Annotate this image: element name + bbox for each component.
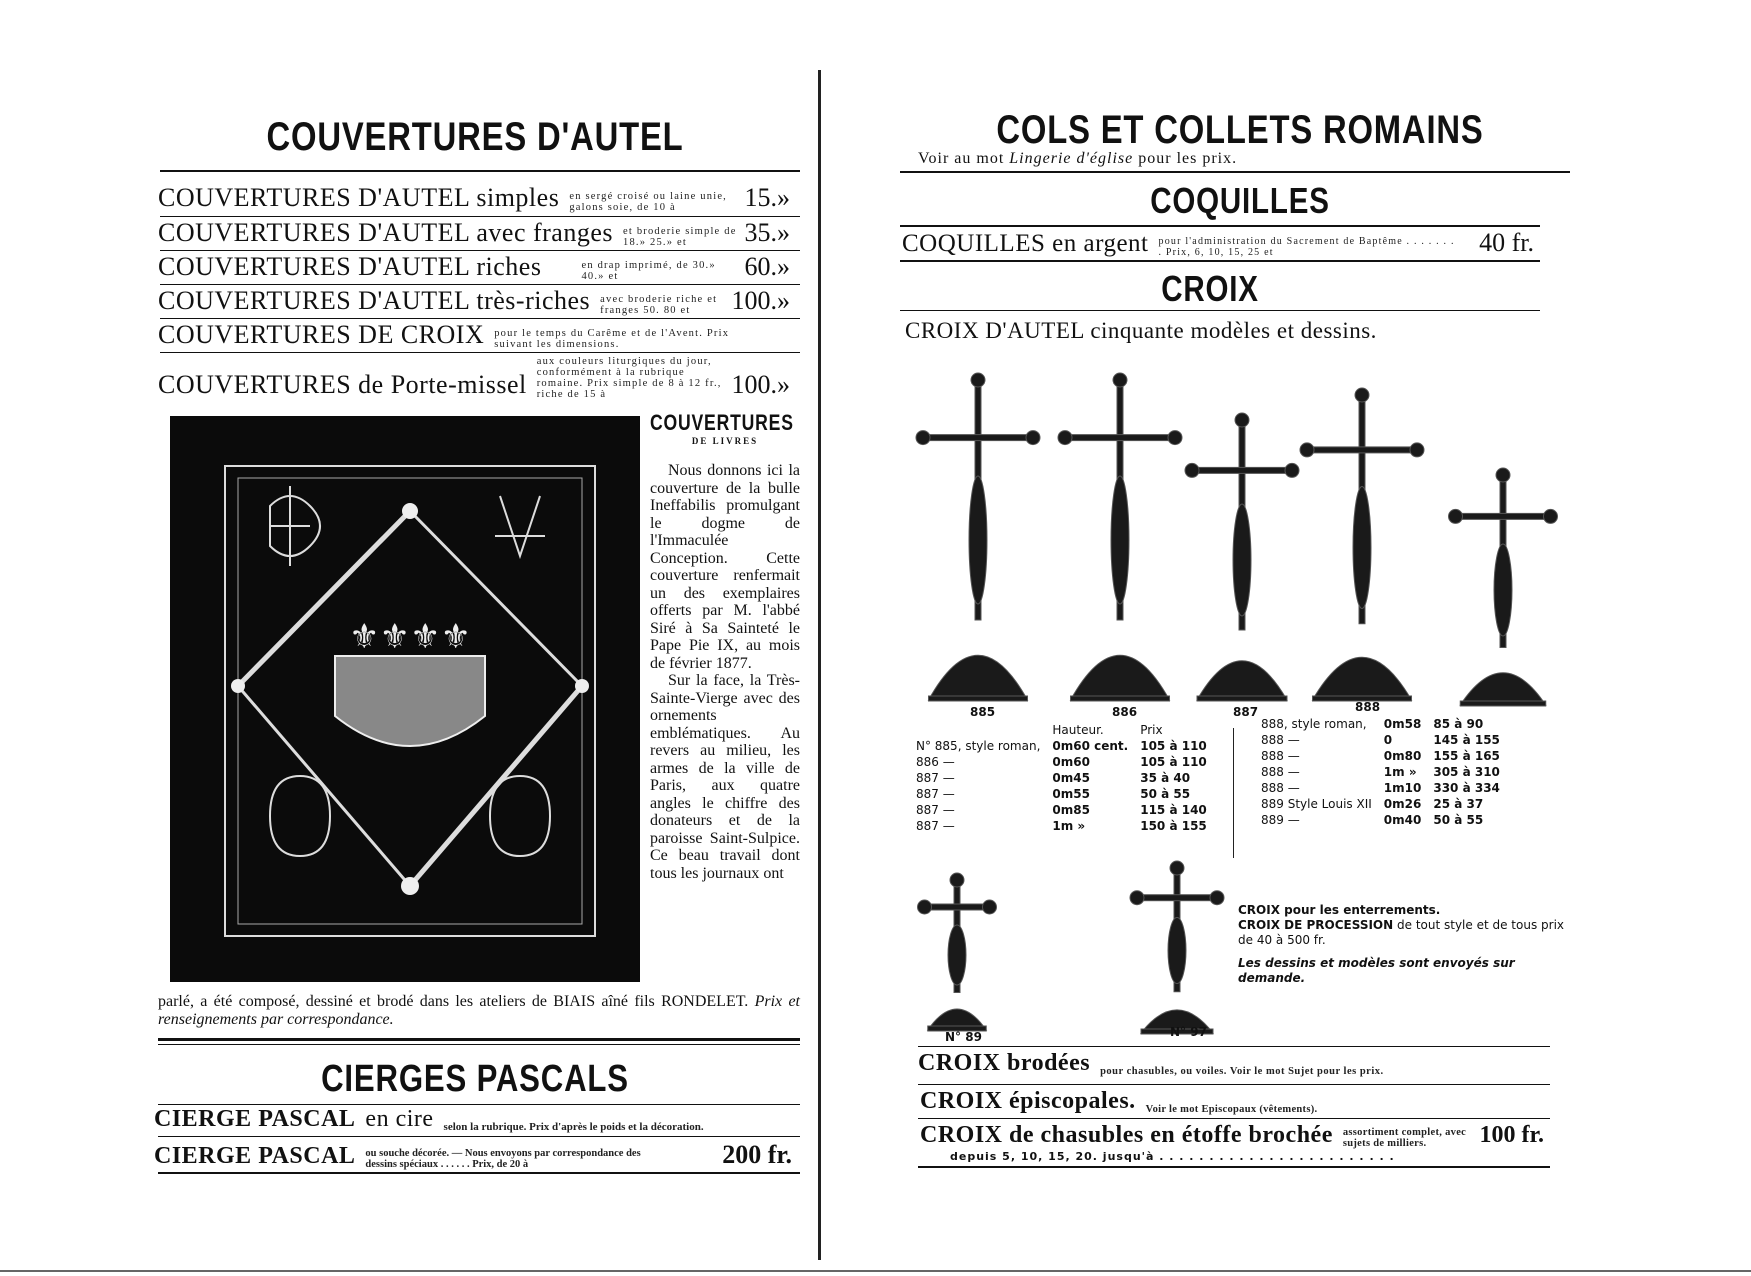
crucifix-887 xyxy=(1185,413,1299,701)
paragraph-italic: Prix et renseignements par correspondance. xyxy=(158,993,800,1028)
row-price: 100 fr. xyxy=(1479,1122,1544,1148)
table-row xyxy=(1255,732,1506,748)
processional-cross-89 xyxy=(918,873,997,1031)
fig-label-888: 888 xyxy=(1355,700,1381,714)
table-row xyxy=(910,770,1213,786)
table-cell: 0m60 cent. xyxy=(1052,739,1129,753)
row-simples xyxy=(158,183,798,213)
table-row xyxy=(1255,812,1506,828)
cierge-row-1 xyxy=(154,1106,800,1133)
note-line: CROIX DE PROCESSION xyxy=(1238,918,1394,932)
row-label: COQUILLES en argent xyxy=(902,230,1149,257)
left-page xyxy=(150,0,800,1276)
row-price: 60.» xyxy=(744,252,790,281)
row-label: COUVERTURES D'AUTEL très-riches xyxy=(158,286,591,315)
row-note: avec broderie riche et franges 50. 80 et xyxy=(600,294,718,316)
table-cell: 0m85 xyxy=(1052,803,1090,817)
chasubles-row xyxy=(920,1122,1552,1149)
book-cover-ornament xyxy=(170,416,640,982)
row-price: 100.» xyxy=(731,370,790,399)
rule xyxy=(158,1136,800,1137)
book-section-text xyxy=(650,462,800,882)
table-cell: 105 à 110 xyxy=(1140,739,1207,753)
table-cell: 888 — xyxy=(1261,733,1300,747)
note-line: CROIX pour les enterrements. xyxy=(1238,903,1441,917)
table-row xyxy=(910,754,1213,770)
fig-label-89: N° 89 xyxy=(945,1030,982,1044)
altar-crosses-illustration xyxy=(900,360,1580,700)
table-cell: 85 à 90 xyxy=(1433,717,1484,731)
rule xyxy=(160,352,800,353)
processional-cross-97 xyxy=(1130,861,1224,1034)
row-riches xyxy=(158,252,798,282)
table-cell: 145 à 155 xyxy=(1433,733,1500,747)
croix-notes xyxy=(1238,903,1573,986)
crucifix-886 xyxy=(1058,373,1182,701)
book-section-text-bottom xyxy=(158,993,800,1028)
row-price: 15.» xyxy=(744,183,790,212)
table-cell: 887 — xyxy=(916,819,955,833)
row-note: pour le temps du Carême et de l'Avent. Prix suivant les dimensions. xyxy=(494,328,730,350)
rule xyxy=(900,260,1540,262)
table-cell: 887 — xyxy=(916,803,955,817)
row-note: assortiment complet, avec sujets de milliers. xyxy=(1342,1127,1467,1149)
cierges-title: CIERGES PASCALS xyxy=(321,1058,629,1100)
cols-note-text: Voir au mot xyxy=(918,150,1005,167)
fig-label-885: 885 xyxy=(970,705,996,719)
chasubles-note2: depuis 5, 10, 15, 20. jusqu'à . . . . . . . . . . . . . . . . . . . . . . . . xyxy=(950,1150,1395,1163)
rule xyxy=(158,1172,800,1174)
row-note: aux couleurs liturgiques du jour, conformément à la rubrique romaine. Prix simple de 8 à 12 fr., riche de 15 à xyxy=(536,356,722,400)
row-price: 40 fr. xyxy=(1479,228,1534,257)
rule xyxy=(918,1118,1550,1119)
row-label: COUVERTURES DE CROIX xyxy=(158,320,485,349)
table-divider xyxy=(1233,728,1234,858)
croix-autel: CROIX D'AUTEL cinquante modèles et dessins. xyxy=(905,318,1377,343)
table-cell: 888 — xyxy=(1261,781,1300,795)
row-label: CROIX brodées xyxy=(918,1050,1091,1076)
cols-title: COLS ET COLLETS ROMAINS xyxy=(996,108,1484,152)
table-cell: 0m40 xyxy=(1383,813,1422,827)
table-cell: 50 à 55 xyxy=(1433,813,1484,827)
paragraph: parlé, a été composé, dessiné et brodé dans les ateliers de BIAIS aîné fils RONDELET. xyxy=(158,993,749,1010)
row-croix xyxy=(158,320,798,350)
table-row xyxy=(910,818,1213,834)
crucifix-888 xyxy=(1300,388,1424,701)
table-cell: 887 — xyxy=(916,771,955,785)
rule xyxy=(900,225,1540,227)
rule xyxy=(160,284,800,285)
paragraph: Nous donnons ici la couverture de la bulle Ineffabilis promulgant le dogme de l'Immaculée Conception. Cette couverture renfermait un des exemplaires offerts par M. l'abbé Siré à Sa Sainteté le Pape Pie IX, au mois de février 1877. xyxy=(650,462,800,672)
table-cell: 0m26 xyxy=(1383,797,1422,811)
table-cell: 330 à 334 xyxy=(1433,781,1500,795)
coquilles-row xyxy=(902,228,1542,258)
table-cell: 889 Style Louis XII xyxy=(1261,797,1372,811)
rule xyxy=(158,1038,800,1041)
cierge-row-2 xyxy=(154,1140,800,1170)
crucifix-885 xyxy=(916,373,1040,701)
table-cell: 888 — xyxy=(1261,749,1300,763)
row-note: ou souche décorée. — Nous envoyons par correspondance des dessins spéciaux . . . . . . Prix, de 20 à xyxy=(365,1148,641,1170)
book-section-subtitle: DE LIVRES xyxy=(691,436,759,446)
row-label: CIERGE PASCAL xyxy=(154,1106,356,1132)
note-line: Les dessins et modèles sont envoyés sur demande. xyxy=(1238,956,1515,985)
rule xyxy=(158,1044,800,1045)
rule xyxy=(160,170,800,172)
cols-note xyxy=(918,150,1237,168)
table-row xyxy=(1255,796,1506,812)
rule xyxy=(918,1084,1550,1085)
table-cell: 115 à 140 xyxy=(1140,803,1207,817)
table-row xyxy=(1255,764,1506,780)
paragraph: Sur la face, la Très-Sainte-Vierge avec des ornements emblématiques. Au revers au milieu, les armes de la ville de Paris, aux quatre angles le chiffre des donateurs et de la paroisse Saint-Sulpice. Ce beau travail dont tous les journaux ont xyxy=(650,672,800,882)
table-cell: 0m58 xyxy=(1383,717,1422,731)
page-gutter xyxy=(818,70,821,1260)
row-label: CROIX épiscopales. xyxy=(920,1088,1136,1114)
croix-title: CROIX xyxy=(1161,268,1259,309)
fig-label-887: 887 xyxy=(1233,705,1259,719)
table-cell: 35 à 40 xyxy=(1140,771,1191,785)
table-row xyxy=(910,786,1213,802)
row-price: 35.» xyxy=(744,218,790,247)
table-header-cell xyxy=(910,722,1046,738)
book-section-heading xyxy=(650,410,800,446)
rule xyxy=(160,250,800,251)
row-label: COUVERTURES D'AUTEL avec franges xyxy=(158,218,614,247)
row-price: 100.» xyxy=(731,286,790,315)
table-cell: 0m80 xyxy=(1383,749,1422,763)
table-cell: 0m60 xyxy=(1052,755,1090,769)
table-header-cell: Prix xyxy=(1140,723,1163,737)
table-cell: 1m10 xyxy=(1383,781,1422,795)
fig-label-97: N° 97 xyxy=(1170,1025,1207,1039)
row-note: et broderie simple de 18.» 25.» et xyxy=(623,226,737,248)
row-label: COUVERTURES D'AUTEL simples xyxy=(158,183,560,212)
rule xyxy=(918,1046,1550,1047)
table-cell: 105 à 110 xyxy=(1140,755,1207,769)
book-cover-image xyxy=(170,416,640,982)
table-cell: 889 — xyxy=(1261,813,1300,827)
table-row xyxy=(1255,716,1506,732)
table-cell: 886 — xyxy=(916,755,955,769)
price-table-right xyxy=(1255,716,1506,828)
table-row xyxy=(910,738,1213,754)
table-row xyxy=(1255,748,1506,764)
table-cell: 0m45 xyxy=(1052,771,1090,785)
table-cell: 155 à 165 xyxy=(1433,749,1500,763)
table-cell: 0m55 xyxy=(1052,787,1090,801)
cols-note-text: pour les prix. xyxy=(1138,150,1238,167)
note-line: de tout style et de tous prix de 40 à 500 fr. xyxy=(1238,918,1565,947)
episcopales-row xyxy=(920,1088,1552,1115)
brodees-row xyxy=(918,1050,1550,1077)
table-cell: 25 à 37 xyxy=(1433,797,1484,811)
row-franges xyxy=(158,218,798,248)
crucifix-889 xyxy=(1449,468,1558,706)
table-row xyxy=(910,802,1213,818)
row-label: COUVERTURES de Porte-missel xyxy=(158,370,527,399)
right-page xyxy=(900,0,1580,1276)
table-cell: 1m » xyxy=(1383,765,1417,779)
table-cell: 888, style roman, xyxy=(1261,717,1367,731)
row-label: CROIX de chasubles en étoffe brochée xyxy=(920,1122,1333,1148)
left-title: COUVERTURES D'AUTEL xyxy=(266,115,684,159)
rule xyxy=(900,310,1540,311)
table-cell: 1m » xyxy=(1052,819,1086,833)
row-label: COUVERTURES D'AUTEL riches xyxy=(158,252,542,281)
svg-text:⚜⚜⚜⚜: ⚜⚜⚜⚜ xyxy=(349,617,471,657)
table-cell: 305 à 310 xyxy=(1433,765,1500,779)
row-tres-riches xyxy=(158,286,798,316)
row-label-mid: en cire xyxy=(365,1106,434,1132)
rule xyxy=(160,216,800,217)
row-note: en sergé croisé ou laine unie, galons soie, de 10 à xyxy=(569,191,728,213)
price-table-left xyxy=(910,722,1213,834)
table-row xyxy=(1255,780,1506,796)
cols-note-italic: Lingerie d'église xyxy=(1009,150,1134,167)
rule xyxy=(158,1104,800,1105)
row-porte-missel xyxy=(158,356,798,400)
table-header-row xyxy=(910,722,1213,738)
rule xyxy=(900,171,1570,173)
row-price: 200 fr. xyxy=(722,1140,792,1169)
table-cell: 888 — xyxy=(1261,765,1300,779)
row-note: pour chasubles, ou voiles. Voir le mot Sujet pour les prix. xyxy=(1100,1066,1384,1077)
coquilles-title: COQUILLES xyxy=(1150,180,1330,221)
rule xyxy=(160,318,800,319)
row-note: selon la rubrique. Prix d'après le poids et la décoration. xyxy=(443,1121,704,1133)
table-cell: 887 — xyxy=(916,787,955,801)
book-section-title: COUVERTURES xyxy=(650,410,794,435)
table-cell: 0 xyxy=(1383,733,1393,747)
table-cell: 150 à 155 xyxy=(1140,819,1207,833)
fig-label-886: 886 xyxy=(1112,705,1138,719)
row-note: Voir le mot Episcopaux (vêtements). xyxy=(1145,1104,1318,1115)
table-header-cell: Hauteur. xyxy=(1052,723,1104,737)
row-note: en drap imprimé, de 30.» 40.» et xyxy=(581,260,716,282)
rule xyxy=(918,1166,1550,1168)
row-label: CIERGE PASCAL xyxy=(154,1143,356,1169)
table-cell: 50 à 55 xyxy=(1140,787,1191,801)
table-cell: N° 885, style roman, xyxy=(916,739,1041,753)
row-note: pour l'administration du Sacrement de Baptême . . . . . . . . Prix, 6, 10, 15, 25 et xyxy=(1158,236,1455,258)
